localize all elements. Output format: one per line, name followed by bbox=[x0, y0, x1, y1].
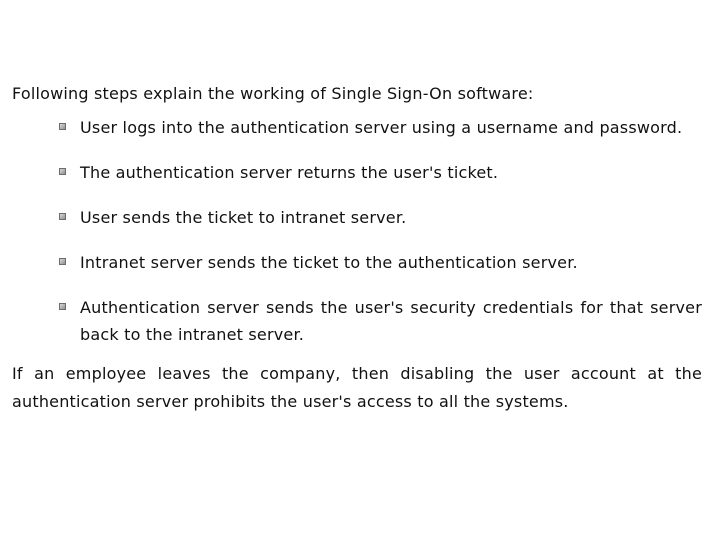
square-bullet-icon bbox=[59, 213, 66, 220]
step-text: The authentication server returns the user's ticket. bbox=[80, 163, 499, 182]
list-item bbox=[80, 204, 702, 231]
steps-list bbox=[12, 114, 702, 348]
square-bullet-icon bbox=[59, 168, 66, 175]
square-bullet-icon bbox=[59, 258, 66, 265]
intro-paragraph: Following steps explain the working of Single Sign-On software: bbox=[12, 84, 534, 103]
square-bullet-icon bbox=[59, 303, 66, 310]
list-item bbox=[80, 114, 702, 141]
step-text: Intranet server sends the ticket to the authentication server. bbox=[80, 253, 578, 272]
list-item bbox=[80, 249, 702, 276]
list-item bbox=[80, 159, 702, 186]
square-bullet-icon bbox=[59, 123, 66, 130]
step-text: User sends the ticket to intranet server. bbox=[80, 208, 407, 227]
step-text: User logs into the authentication server using a username and password. bbox=[80, 118, 683, 137]
list-item bbox=[80, 294, 702, 348]
document-body bbox=[12, 82, 702, 416]
step-text: Authentication server sends the user's security credentials for that server back to the intranet server. bbox=[80, 298, 702, 344]
closing-paragraph: If an employee leaves the company, then disabling the user account at the authentication server prohibits the user's access to all the systems. bbox=[12, 364, 702, 411]
